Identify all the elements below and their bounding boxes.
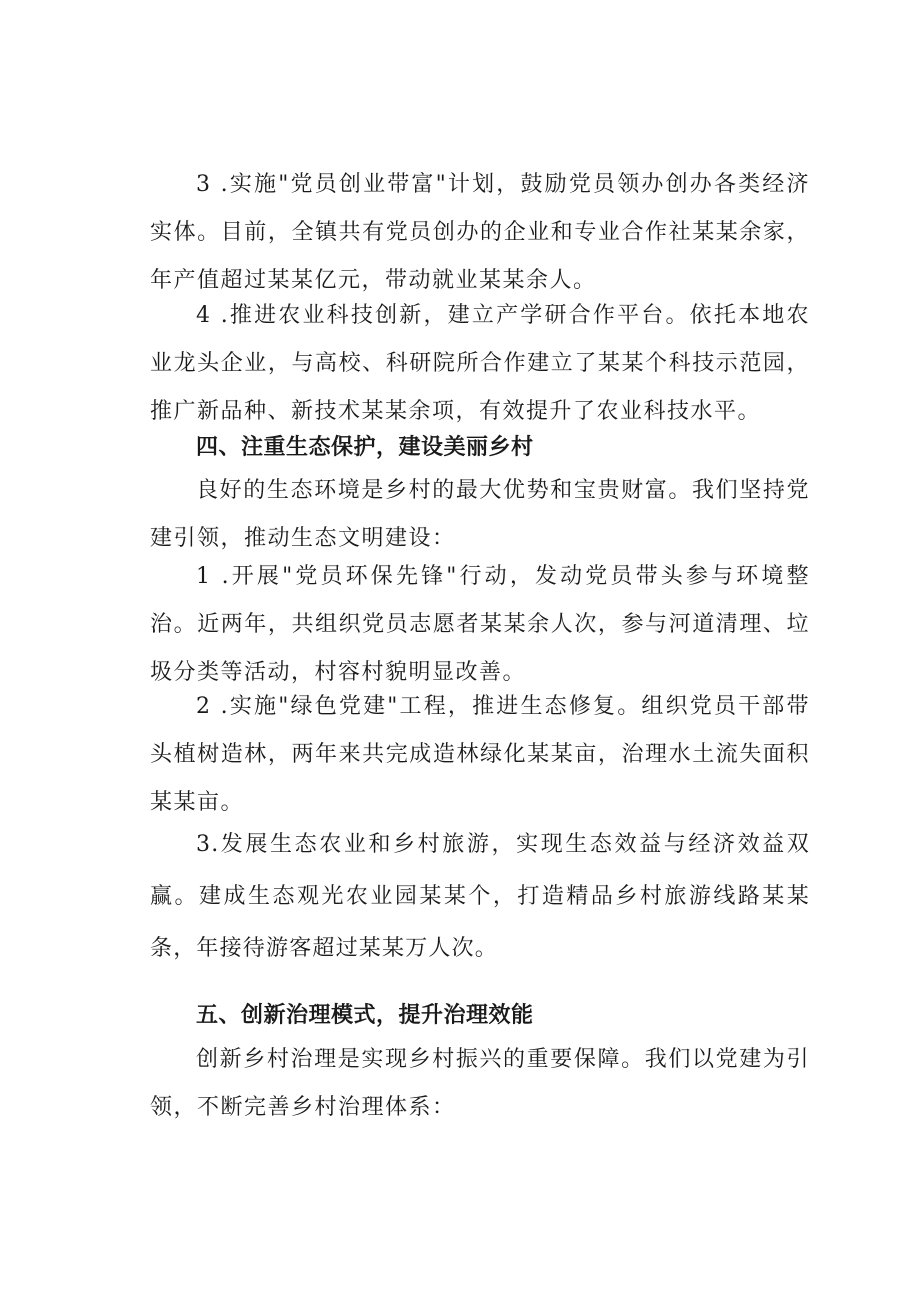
- section-heading-ecology: 四、注重生态保护，建设美丽乡村: [196, 435, 534, 460]
- paragraph-ecology-intro: 良好的生态环境是乡村的最大优势和宝贵财富。我们坚持党建引领，推动生态文明建设：: [150, 478, 810, 551]
- paragraph-governance-intro: 创新乡村治理是实现乡村振兴的重要保障。我们以党建为引领，不断完善乡村治理体系：: [150, 1047, 810, 1120]
- section-heading-governance: 五、创新治理模式，提升治理效能: [196, 1003, 534, 1028]
- paragraph-agri-tech-innovation: 4 .推进农业科技创新，建立产学研合作平台。依托本地农业龙头企业，与高校、科研院所合作建立了某某个科技示范园，推广新品种、新技术某某余项，有效提升了农业科技水平。: [150, 303, 810, 424]
- paragraph-eco-agri-tourism: 3.发展生态农业和乡村旅游，实现生态效益与经济效益双赢。建成生态观光农业园某某个，打造精品乡村旅游线路某某条，年接待游客超过某某万人次。: [150, 832, 810, 961]
- paragraph-entrepreneurship-plan: 3 .实施"党员创业带富"计划，鼓励党员领办创办各类经济实体。目前，全镇共有党员创办的企业和专业合作社某某余家，年产值超过某某亿元，带动就业某某余人。: [150, 172, 810, 293]
- paragraph-eco-pioneer-action: 1 .开展"党员环保先锋"行动，发动党员带头参与环境整治。近两年，共组织党员志愿者某某余人次，参与河道清理、垃圾分类等活动，村容村貌明显改善。: [150, 564, 810, 685]
- paragraph-green-party-project: 2 .实施"绿色党建"工程，推进生态修复。组织党员干部带头植树造林，两年来共完成造林绿化某某亩，治理水土流失面积某某亩。: [150, 694, 810, 815]
